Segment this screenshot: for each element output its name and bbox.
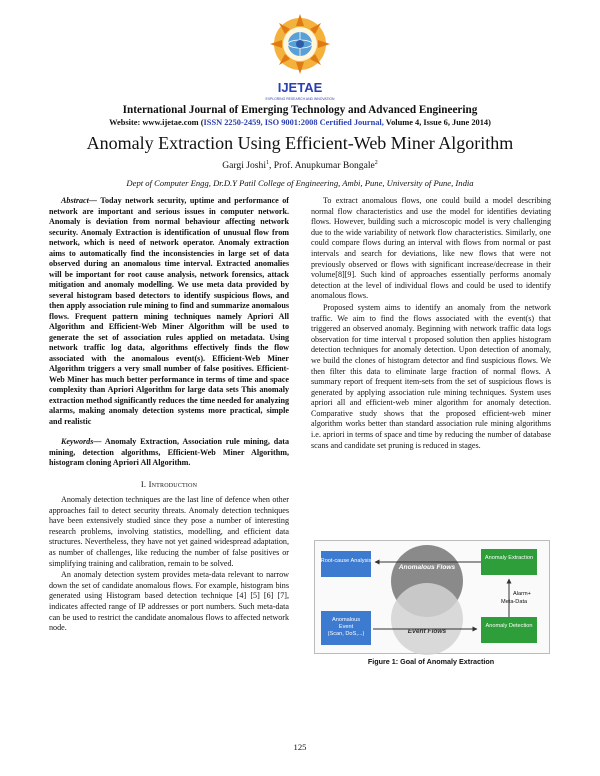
anomaly-extraction-label: Anomaly Extraction <box>484 555 534 561</box>
authors <box>0 160 600 171</box>
author-1-sup: 1 <box>266 160 269 166</box>
website-line <box>0 118 600 127</box>
keywords-paragraph <box>49 437 289 469</box>
logo-text: IJETAE <box>277 80 323 95</box>
page-number: 125 <box>293 742 307 752</box>
figure-1 <box>314 540 550 654</box>
right-column <box>311 196 551 452</box>
keywords-label: Keywords— <box>61 437 102 446</box>
abstract-paragraph <box>49 196 289 427</box>
root-cause-label: Root-cause Analysis <box>320 558 372 564</box>
paper-title: Anomaly Extraction Using Efficient-Web Miner Algorithm <box>86 133 514 153</box>
anomalous-event-label-3: (Scan, DoS,...) <box>327 631 365 637</box>
author-2-sup: 2 <box>374 160 378 166</box>
abstract-text: Today network security, uptime and performance of network are important and serious issues in computer network. Anomaly is deviation from normal behaviour affecting network security. Anomaly Extraction is identification of unusual flow from network, which is need of network operator. Anomaly extraction aims to automatically find the inconsistencies in large set of data observed during an anomalous time interval. Extracted anomalies will be important for root cause analysis, network forensics, attack mitigation and anomaly modelling. We use meta data provided by several histogram based detectors to identify suspicious flows, and then apply association rule mining to find and summarize anomalous flows. Frequent pattern mining techniques namely Apriori All Algorithm and Efficient-Web Miner Algorithm will be used to generate the set of association rules applied on metadata. Using network traffic log data, algorithms effectively finds the flow associated with the anomalous event(s). Efficient-Web Miner Algorithm triggers a very small number of false positives. Efficient- Web Miner has much better performance in terms of time and space complexity than Apriori Algorithm for large data sets This anomaly extraction method significantly reduces the time needed for analyzing alarms, making anomaly detection systems more practical, simple and realistic <box>49 196 289 426</box>
anomalous-flows-label: Anomalous Flows <box>398 564 456 571</box>
right-paragraph-1: To extract anomalous flows, one could build a model describing normal flow characteristics and use the model for identifies deviating flows. However, building such a microscopic model is very challenging due to the wide variability of network flow characteristics. Similarly, one could compare flows during an interval with flows from normal or past intervals and search for deviations, like new flows that were not previously observed or flows with significant increase/decrease in their volume[8][9]. Such kind of approaches essentially performs anomaly detection at the level of individual flows and could be used to identify anomalous flows. <box>311 196 551 301</box>
alarm-label: Alarm+ <box>513 591 531 597</box>
anomaly-extraction-box <box>481 549 537 575</box>
logo-tagline: EXPLORING RESEARCH AND INNOVATION <box>265 97 335 101</box>
intro-paragraph-2: An anomaly detection system provides meta-data relevant to narrow down the set of candidate anomalous flows. For example, histogram bins generated using Histogram based detection technique [4] [5] [6] [7], indicates affected range of IP addresses or port numbers. Such meta-data can be used to restrict the candidate anomalous flows to affected network node. <box>49 570 289 633</box>
journal-logo <box>265 8 335 102</box>
left-column <box>49 196 289 635</box>
volume-text: Volume 4, Issue 6, June 2014) <box>383 118 491 127</box>
section-heading-introduction: I. Introduction <box>140 478 198 489</box>
abstract-label: Abstract— <box>61 196 97 205</box>
figure-caption: Figure 1: Goal of Anomaly Extraction <box>367 657 495 666</box>
metadata-label: Meta-Data <box>501 599 528 605</box>
logo-emblem-icon <box>265 8 335 102</box>
event-flows-label: Event Flows <box>407 628 447 635</box>
anomaly-detection-label: Anomaly Detection <box>485 623 533 629</box>
journal-title: International Journal of Emerging Technology and Advanced Engineering <box>122 104 478 116</box>
right-paragraph-2: Proposed system aims to identify an anomaly from the network traffic. We aim to find the flows associated with the event(s) that triggered an observed anomaly. Beginning with network traffic data logs observation for time interval t proposed solution then applies histogram detection techniques for anomaly detection. Upon detection of anomaly, we build the clones of histogram detector and find suspicious flows. We then filter this data to eliminate large fraction of normal flows. A summary report of frequent item-sets from the set of suspicious flows is generated by applying association rule mining techniques. System uses apriori all and efficient-web miner algorithm for anomaly detection. Comparative study shows that the proposed efficient-web miner algorithm works better than standard association rule mining algorithms i.e. apriori in terms of space and time by reducing the number of database scans and candidate set pruning is reduced in stages. <box>311 302 551 450</box>
root-cause-box <box>321 551 371 577</box>
affiliation: Dept of Computer Engg, Dr.D.Y Patil College of Engineering, Ambi, Pune, University of Pune, India <box>126 178 474 188</box>
abstract <box>49 196 289 469</box>
anomaly-detection-box <box>481 617 537 643</box>
author-1: Gargi Joshi <box>222 160 266 172</box>
author-2: , Prof. Anupkumar Bongale <box>269 160 375 172</box>
event-flows-circle <box>391 583 463 655</box>
anomalous-event-label-1: Anomalous <box>332 617 360 623</box>
intro-paragraph-1: Anomaly detection techniques are the last line of defence when other approaches fail to detect security threats. Anomaly detection techniques have been extensively studied since they pose a number of interesting research problems, involving statistics, modelling, and efficient data structures. Nevertheless, they have not yet gained widespread adaptation, as number of challenges, like reducing the number of false positives or simplifying training and calibration, remain to be solved. <box>49 495 289 568</box>
anomalous-event-label-2: Event <box>338 624 354 630</box>
issn-text: ISSN 2250-2459, ISO 9001:2008 Certified Journal, <box>203 118 384 127</box>
figure-diagram <box>315 541 549 653</box>
keywords-text: Anomaly Extraction, Association rule mining, data mining, detection algorithms, Efficient-Web Miner Algorithm, histogram cloning Apriori All Algorithm. <box>49 437 289 467</box>
website-prefix: Website: www.ijetae.com ( <box>109 118 204 127</box>
